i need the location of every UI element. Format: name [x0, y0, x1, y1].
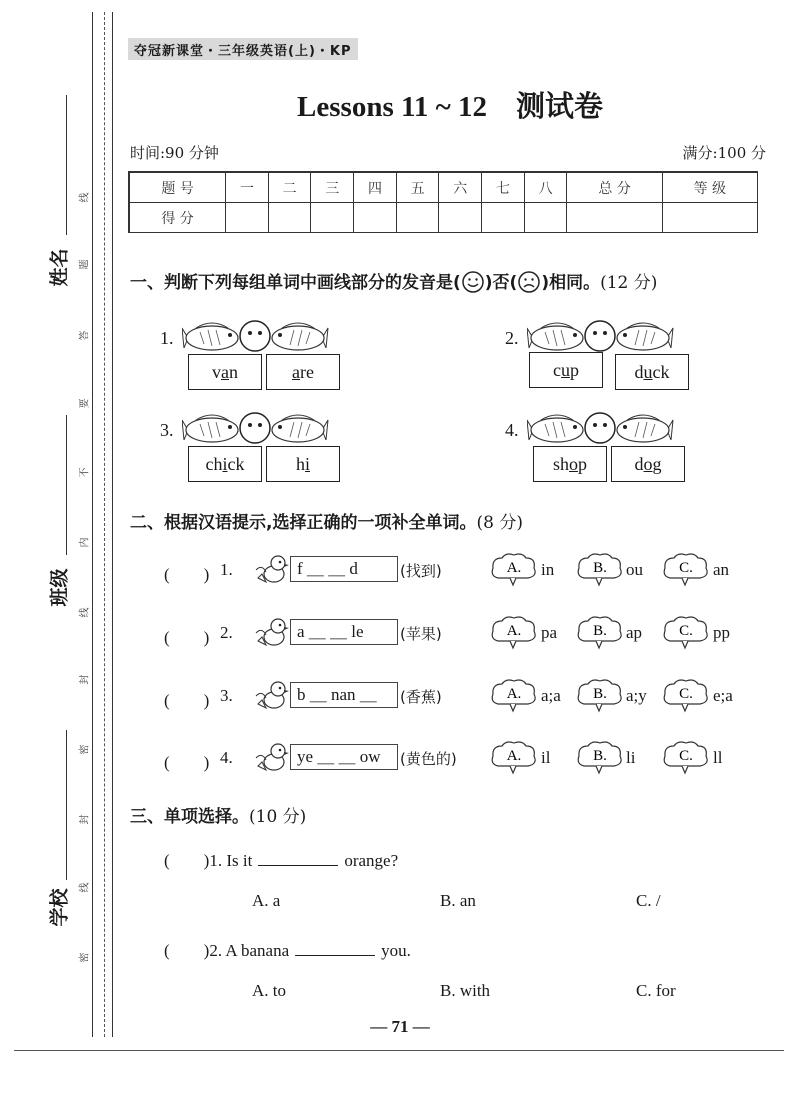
option-label: A. — [506, 686, 522, 702]
option-text: e;a — [713, 686, 733, 705]
option-label: C. — [679, 623, 693, 639]
score-cell: 一 — [226, 172, 269, 203]
question-number: 2. — [220, 623, 233, 642]
underlined-letter: o — [643, 454, 653, 474]
mc-question — [164, 936, 411, 961]
underlined-letter: a — [292, 362, 300, 382]
binding-strip — [0, 0, 125, 1040]
score-input-cell[interactable] — [567, 203, 662, 233]
option-label: A. — [506, 623, 522, 639]
seal-char: 密 — [79, 744, 91, 755]
full-score: 满分:100 分 — [682, 144, 766, 162]
item-number: 4. — [505, 420, 519, 440]
option-label: C. — [679, 748, 693, 764]
option-text: pa — [541, 623, 558, 642]
question-number: 2. — [209, 941, 223, 960]
option-label: A. — [506, 560, 522, 576]
word-box — [529, 352, 603, 388]
option-text: li — [626, 748, 636, 767]
fish-face-icon[interactable] — [182, 318, 332, 358]
seal-char: 答 — [79, 330, 91, 341]
item-number: 3. — [160, 420, 174, 440]
score-cell: 四 — [354, 172, 397, 203]
sound-item — [505, 318, 745, 408]
answer-paren[interactable]: ( ) — [164, 691, 210, 710]
section1-heading-a: 一、判断下列每组单词中画线部分的发音是( — [130, 273, 461, 293]
score-cell: 二 — [268, 172, 311, 203]
chinese-hint: (苹果) — [400, 625, 442, 643]
option-label: A. — [506, 748, 522, 764]
score-cell: 五 — [396, 172, 439, 203]
answer-paren[interactable]: ( ) — [164, 941, 210, 960]
seal-char: 线 — [79, 607, 91, 618]
question-text: A banana — [225, 941, 290, 960]
option-b-cloud-icon[interactable] — [576, 552, 626, 588]
name-write-line — [66, 95, 67, 235]
section3-heading — [130, 802, 306, 827]
option-b[interactable]: B. with — [440, 981, 491, 1000]
section1-points: (12 分) — [600, 273, 658, 293]
seal-char: 密 — [79, 952, 91, 963]
fish-face-icon[interactable] — [527, 410, 677, 450]
question-text: orange? — [344, 851, 399, 870]
score-cell: 总 分 — [567, 172, 662, 203]
school-write-line — [66, 730, 67, 880]
choice-row — [160, 552, 760, 588]
word-part: ch — [205, 454, 223, 474]
bird-icon — [254, 615, 292, 649]
option-label: C. — [679, 686, 693, 702]
section2-heading — [130, 508, 523, 533]
bird-icon — [254, 740, 292, 774]
seal-char: 线 — [79, 882, 91, 893]
class-label: 班级 — [48, 568, 71, 607]
binding-line — [92, 12, 93, 1037]
score-input-cell[interactable] — [311, 203, 354, 233]
item-number: 1. — [160, 328, 174, 348]
option-text: a;y — [626, 686, 647, 705]
time-limit: 时间:90 分钟 — [130, 144, 219, 162]
score-cell: 三 — [311, 172, 354, 203]
option-text: in — [541, 560, 555, 579]
score-cell: 得 分 — [129, 203, 226, 233]
word-blank-field: f ＿ ＿ d — [290, 556, 398, 582]
option-text: pp — [713, 623, 730, 642]
underlined-letter: o — [569, 454, 578, 474]
score-input-cell[interactable] — [226, 203, 269, 233]
option-b-cloud-icon[interactable] — [576, 615, 626, 651]
mc-question — [164, 846, 398, 871]
binding-line — [112, 12, 113, 1037]
word-part: g — [652, 454, 662, 474]
word-part: re — [300, 362, 314, 382]
score-cell: 六 — [439, 172, 482, 203]
question-number: 1. — [209, 851, 223, 870]
option-a[interactable]: A. to — [252, 981, 286, 1000]
option-a[interactable]: A. a — [252, 891, 281, 910]
answer-paren[interactable]: ( ) — [164, 851, 210, 870]
series-banner: 夺冠新课堂・三年级英语(上)・KP — [128, 38, 358, 60]
option-text: il — [541, 748, 551, 767]
question-number: 3. — [220, 686, 233, 705]
word-part: h — [295, 454, 305, 474]
underlined-letter: i — [304, 454, 310, 474]
seal-char: 封 — [79, 674, 91, 685]
option-label: B. — [593, 560, 607, 576]
underlined-letter: a — [221, 362, 229, 382]
word-box — [615, 354, 689, 390]
word-part: sh — [552, 454, 569, 474]
score-input-cell[interactable] — [524, 203, 567, 233]
sound-item — [160, 318, 400, 408]
word-box — [188, 354, 262, 390]
score-cell: 等 级 — [662, 172, 757, 203]
underlined-letter: u — [643, 362, 653, 382]
score-table-header-row — [129, 172, 758, 203]
seal-char: 题 — [79, 259, 91, 270]
word-part: d — [634, 454, 644, 474]
option-c-cloud-icon[interactable] — [662, 615, 712, 651]
score-input-cell[interactable] — [396, 203, 439, 233]
seal-char: 内 — [79, 537, 91, 548]
underlined-letter: i — [222, 454, 228, 474]
choice-row — [160, 615, 760, 651]
section1-heading — [130, 268, 657, 294]
option-text: ou — [626, 560, 643, 579]
binding-dashed-line — [104, 12, 105, 1037]
school-label: 学校 — [48, 888, 71, 927]
option-text: ll — [713, 748, 723, 767]
sound-item — [160, 410, 400, 500]
chinese-hint: (香蕉) — [400, 688, 442, 706]
word-part: ck — [227, 454, 245, 474]
question-number: 1. — [220, 560, 233, 579]
page-number: — 71 — — [370, 1017, 430, 1036]
option-c-cloud-icon[interactable] — [662, 678, 712, 714]
underlined-letter: u — [561, 360, 570, 380]
option-text: ap — [626, 623, 643, 642]
option-b[interactable]: B. an — [440, 891, 476, 910]
name-label: 姓名 — [48, 248, 71, 287]
section2-heading-text: 二、根据汉语提示,选择正确的一项补全单词。 — [130, 513, 477, 533]
option-text: an — [713, 560, 730, 579]
section1-heading-c: )相同。 — [541, 273, 601, 293]
score-input-cell[interactable] — [439, 203, 482, 233]
option-label: B. — [593, 686, 607, 702]
bird-icon — [254, 678, 292, 712]
sound-item — [505, 410, 745, 500]
question-text: Is it — [226, 851, 253, 870]
option-c[interactable]: C. for — [636, 981, 676, 1000]
score-input-cell[interactable] — [662, 203, 757, 233]
word-box — [266, 354, 340, 390]
word-blank-field: a ＿ ＿ le — [290, 619, 398, 645]
bottom-rule — [14, 1050, 784, 1051]
word-part: p — [570, 360, 579, 380]
option-a-cloud-icon[interactable] — [490, 740, 540, 776]
chinese-hint: (找到) — [400, 562, 442, 580]
seal-char: 不 — [79, 467, 91, 478]
item-number: 2. — [505, 328, 519, 348]
score-cell: 八 — [524, 172, 567, 203]
seal-char: 线 — [79, 192, 91, 203]
word-part: ck — [652, 362, 670, 382]
score-cell: 七 — [482, 172, 525, 203]
seal-char: 要 — [79, 398, 91, 409]
option-b-cloud-icon[interactable] — [576, 740, 626, 776]
option-c-cloud-icon[interactable] — [662, 740, 712, 776]
score-table — [128, 171, 758, 233]
option-label: C. — [679, 560, 693, 576]
word-part: c — [553, 360, 561, 380]
answer-blank[interactable] — [295, 955, 375, 956]
answer-paren[interactable]: ( ) — [164, 565, 210, 584]
section3-heading-text: 三、单项选择。 — [130, 807, 249, 827]
option-label: B. — [593, 748, 607, 764]
word-blank-field: ye ＿ ＿ ow — [290, 744, 398, 770]
score-table-score-row — [129, 203, 758, 233]
word-part: v — [212, 362, 221, 382]
question-text: you. — [381, 941, 411, 960]
option-c[interactable]: C. / — [636, 891, 661, 910]
fish-face-icon[interactable] — [182, 410, 332, 450]
score-cell: 题 号 — [129, 172, 226, 203]
option-c-cloud-icon[interactable] — [662, 552, 712, 588]
score-input-cell[interactable] — [268, 203, 311, 233]
sad-face-icon — [517, 270, 541, 294]
word-box — [533, 446, 607, 482]
word-blank-field: b ＿ nan ＿ — [290, 682, 398, 708]
option-b-cloud-icon[interactable] — [576, 678, 626, 714]
word-box — [611, 446, 685, 482]
option-a-cloud-icon[interactable] — [490, 552, 540, 588]
word-part: n — [229, 362, 238, 382]
section1-heading-b: )否( — [484, 273, 518, 293]
word-box — [188, 446, 262, 482]
choice-row — [160, 678, 760, 714]
page-title: Lessons 11 ~ 12 测试卷 — [297, 91, 603, 123]
chinese-hint: (黄色的) — [400, 750, 457, 768]
score-input-cell[interactable] — [482, 203, 525, 233]
seal-char: 封 — [79, 814, 91, 825]
word-box — [266, 446, 340, 482]
option-a-cloud-icon[interactable] — [490, 615, 540, 651]
word-part: p — [578, 454, 587, 474]
bird-icon — [254, 552, 292, 586]
question-number: 4. — [220, 748, 233, 767]
option-text: a;a — [541, 686, 561, 705]
class-write-line — [66, 415, 67, 555]
option-label: B. — [593, 623, 607, 639]
answer-blank[interactable] — [258, 865, 338, 866]
choice-row — [160, 740, 760, 776]
section3-points: (10 分) — [249, 807, 307, 827]
smiley-face-icon — [461, 270, 485, 294]
score-input-cell[interactable] — [354, 203, 397, 233]
answer-paren[interactable]: ( ) — [164, 628, 210, 647]
option-a-cloud-icon[interactable] — [490, 678, 540, 714]
section2-points: (8 分) — [476, 513, 523, 533]
word-part: d — [634, 362, 644, 382]
answer-paren[interactable]: ( ) — [164, 753, 210, 772]
